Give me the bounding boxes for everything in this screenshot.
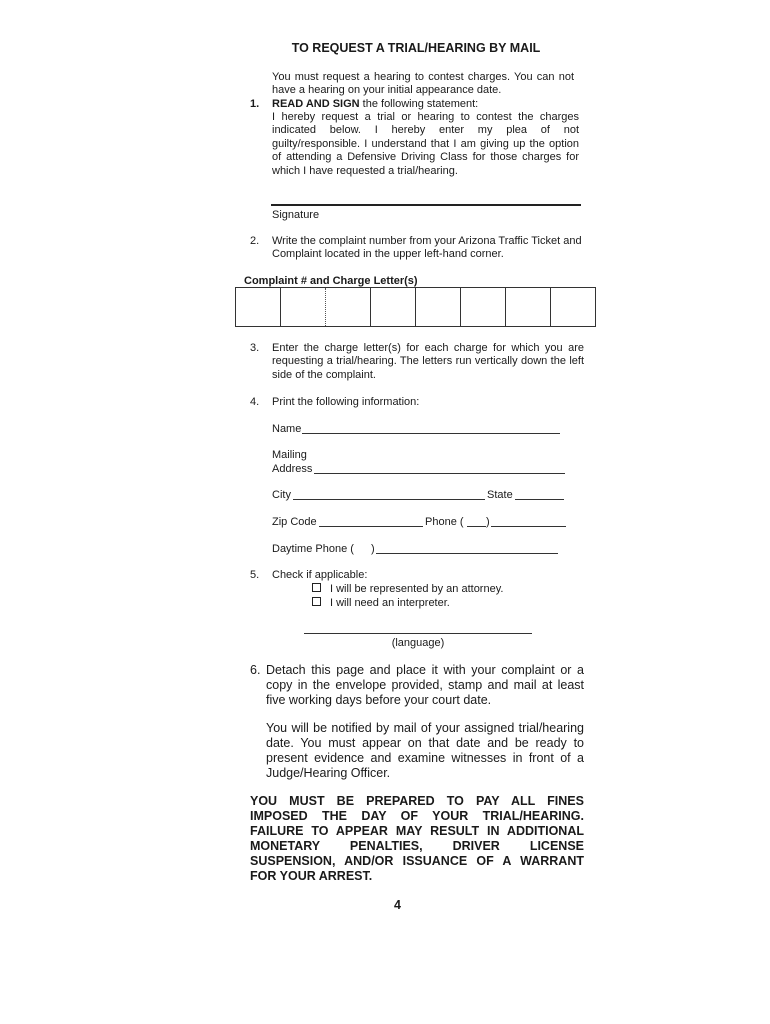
interpreter-option[interactable] [312,597,450,610]
step3-number: 3. [250,342,260,354]
phone-area-code-field[interactable] [467,514,486,527]
step1-statement: I hereby request a trial or hearing to contest the charges indicated below. I hereby enter my plea of not guilty/responsible. I understand that I am giving up the option of attending a Defensive Driving Class for those charges for which I have requested a trial/hearing. [272,111,579,177]
step1-number: 1. [250,98,260,110]
zip-label: Zip Code [272,516,317,528]
city-field[interactable] [293,487,485,500]
signature-label: Signature [272,209,320,221]
address-field[interactable] [314,461,565,474]
complaint-cell[interactable] [326,288,371,326]
step6-number: 6. [250,663,261,677]
step2-number: 2. [250,235,260,247]
step1-heading-rest: the following statement: [359,98,479,110]
step1-heading [272,98,582,111]
warning-text: YOU MUST BE PREPARED TO PAY ALL FINES IMPOSED THE DAY OF YOUR TRIAL/HEARING. FAILURE TO APPEAR MAY RESULT IN ADDITIONAL MONETARY PENALTIES, DRIVER LICENSE SUSPENSION, AND/OR ISSUANCE OF A WARRANT FOR YOUR ARREST. [250,794,584,883]
phone-close-paren: ) [486,516,490,528]
page-number: 4 [394,898,401,912]
address-label: Address [272,463,313,475]
step1-heading-bold: READ AND SIGN [272,98,360,110]
city-label: City [272,489,291,501]
step6-text: Detach this page and place it with your complaint or a copy in the envelope provided, stamp and mail at least five working days before your court date. [266,663,584,707]
daytime-close-paren: ) [371,543,375,555]
signature-line[interactable] [271,204,581,206]
phone-label: Phone ( [425,516,464,528]
notice-text: You will be notified by mail of your assigned trial/hearing date. You must appear on that date and be ready to present evidence and examine witnesses in front of a Judge/Hearing Officer. [266,721,584,780]
complaint-cell[interactable] [416,288,461,326]
complaint-cell[interactable] [281,288,326,326]
complaint-cell[interactable] [461,288,506,326]
step2-text: Write the complaint number from your Arizona Traffic Ticket and Complaint located in the upper left-hand corner. [272,235,582,261]
language-field[interactable] [304,633,532,634]
mailing-label: Mailing [272,449,307,461]
step5-number: 5. [250,569,260,581]
step4-text: Print the following information: [272,396,420,408]
zip-field[interactable] [319,514,423,527]
attorney-checkbox[interactable] [312,583,321,592]
complaint-cell[interactable] [551,288,595,326]
state-label: State [487,489,513,501]
complaint-number-grid[interactable] [235,287,596,327]
language-label: (language) [391,637,445,649]
name-field[interactable] [302,421,560,434]
step5-text: Check if applicable: [272,569,368,581]
phone-field[interactable] [491,514,566,527]
complaint-cell[interactable] [506,288,551,326]
attorney-option-label: I will be represented by an attorney. [330,583,504,595]
intro-text: You must request a hearing to contest charges. You can not have a hearing on your initial appearance date. [272,71,574,97]
step3-text: Enter the charge letter(s) for each charge for which you are requesting a trial/hearing. The letters run vertically down the left side of the complaint. [272,342,584,381]
complaint-label: Complaint # and Charge Letter(s) [244,275,418,287]
complaint-cell[interactable] [371,288,416,326]
step4-number: 4. [250,396,260,408]
daytime-phone-field[interactable] [376,541,558,554]
complaint-cell[interactable] [236,288,281,326]
interpreter-option-label: I will need an interpreter. [330,597,450,609]
state-field[interactable] [515,487,564,500]
interpreter-checkbox[interactable] [312,597,321,606]
page-title: TO REQUEST A TRIAL/HEARING BY MAIL [291,41,541,55]
attorney-option[interactable] [312,583,503,596]
daytime-phone-label: Daytime Phone ( [272,543,354,555]
name-label: Name [272,423,302,435]
